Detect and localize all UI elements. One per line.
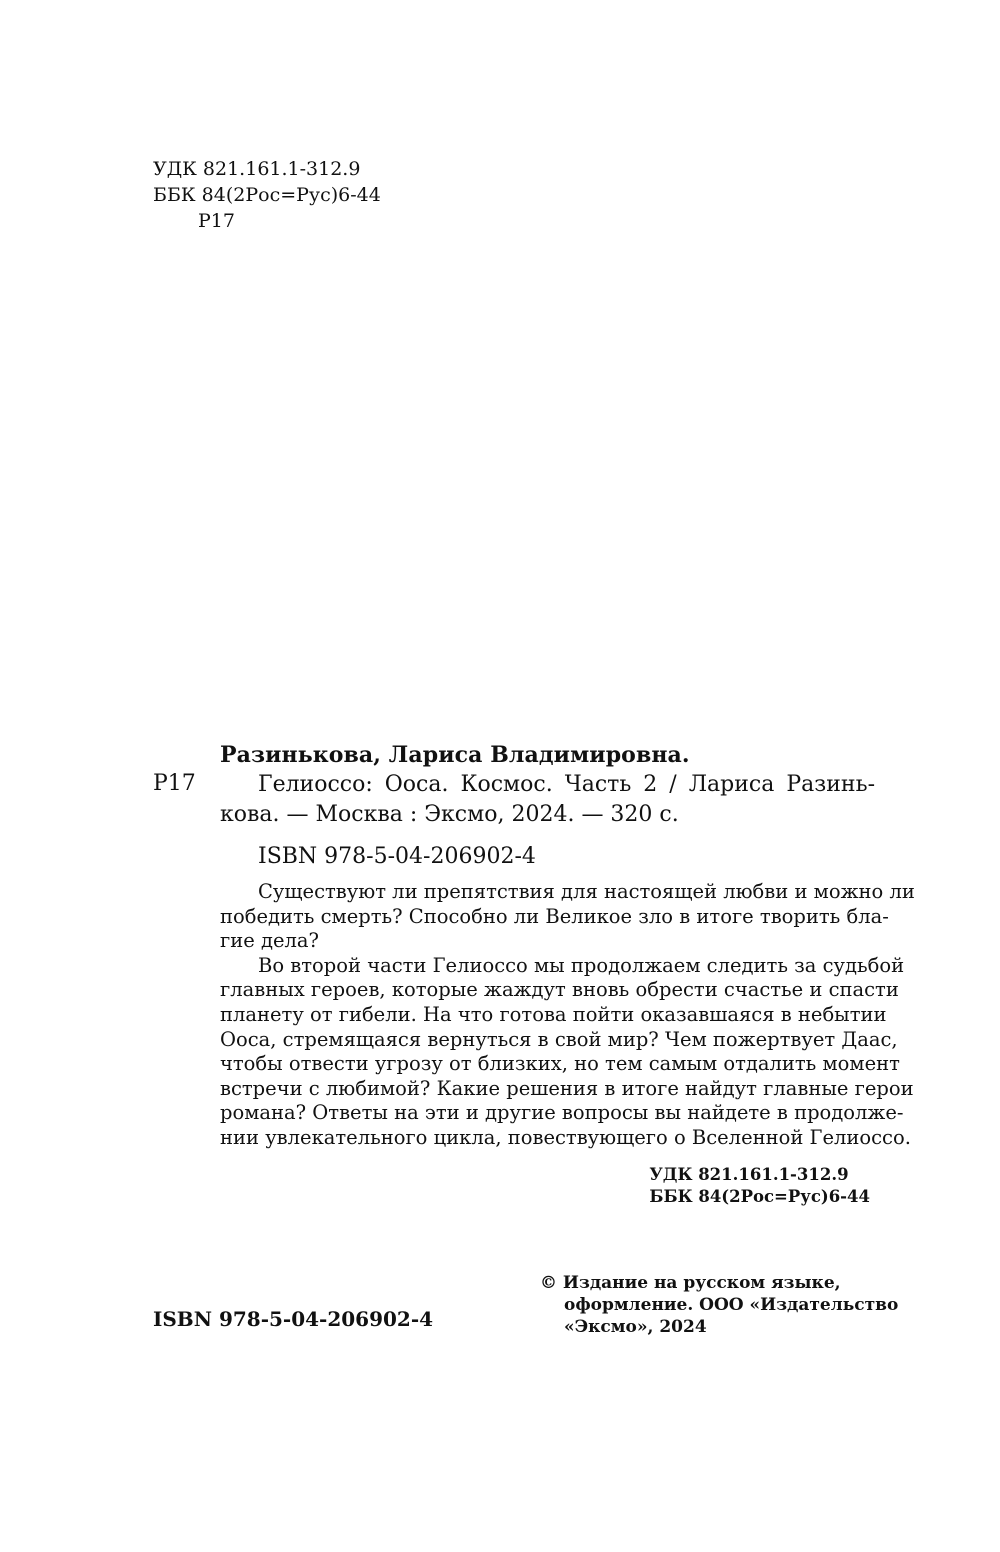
record-author: Разинькова, Лариса Владимировна. (220, 742, 690, 768)
bbk-code: ББК 84(2Рос=Рус)6-44 (153, 184, 381, 206)
record-title-line-1: Гелиоссо: Ооса. Космос. Часть 2 / Лариса Разинь- (258, 772, 875, 797)
annotation-line: романа? Ответы на эти и другие вопросы вы найдете в продолже- (220, 1101, 904, 1125)
isbn-bottom: ISBN 978-5-04-206902-4 (153, 1307, 434, 1331)
record-title-line-2: кова. — Москва : Эксмо, 2024. — 320 с. (220, 802, 679, 827)
annotation-line: Во второй части Гелиоссо мы продолжаем следить за судьбой (258, 953, 905, 977)
copyright-line-3: «Эксмо», 2024 (564, 1317, 707, 1337)
annotation-line: Существуют ли препятствия для настоящей любви и можно ли (258, 880, 915, 903)
annotation-line: главных героев, которые жаждут вновь обрести счастье и спасти (220, 978, 899, 1002)
bbk-code-bottom: ББК 84(2Рос=Рус)6-44 (649, 1187, 870, 1206)
record-author-code: Р17 (153, 771, 196, 796)
annotation-line: чтобы отвести угрозу от близких, но тем самым отдалить момент (220, 1052, 900, 1076)
annotation-line: нии увлекательного цикла, повествующего о Вселенной Гелиоссо. (220, 1125, 911, 1149)
record-isbn: ISBN 978-5-04-206902-4 (258, 844, 536, 869)
annotation-line: планету от гибели. На что готова пойти оказавшаяся в небытии (220, 1002, 887, 1026)
annotation-line: встречи с любимой? Какие решения в итоге найдут главные герои (220, 1076, 914, 1100)
udk-code: УДК 821.161.1-312.9 (153, 158, 361, 180)
bibliographic-record (220, 740, 875, 872)
annotation-line: гие дела? (220, 929, 319, 953)
author-code: Р17 (198, 210, 235, 232)
annotation-line: победить смерть? Способно ли Великое зло в итоге творить бла- (220, 904, 889, 928)
copyright-block (540, 1272, 898, 1338)
copyright-line-2: оформление. ООО «Издательство (564, 1295, 899, 1315)
bottom-classification-block (649, 1164, 870, 1208)
annotation-line: Ооса, стремящаяся вернуться в свой мир? Чем пожертвует Даас, (220, 1027, 898, 1051)
top-classification-block (153, 156, 381, 234)
copyright-line-1: © Издание на русском языке, (540, 1273, 841, 1293)
annotation (220, 880, 915, 1151)
udk-code-bottom: УДК 821.161.1-312.9 (649, 1165, 849, 1184)
